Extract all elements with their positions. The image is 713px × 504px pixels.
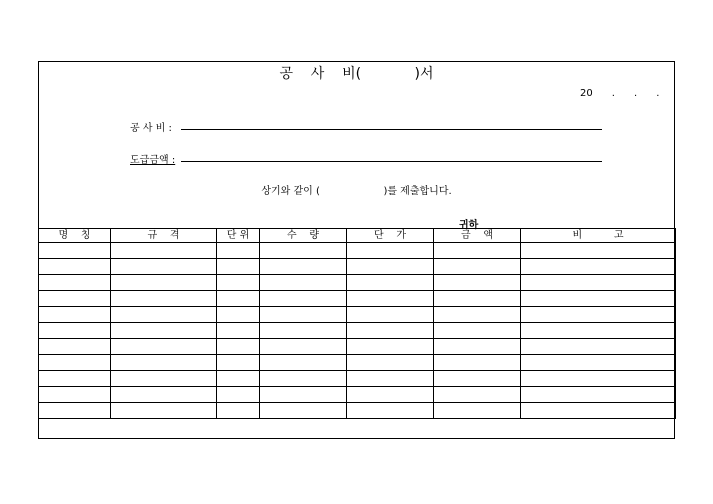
quantity-cell[interactable] — [260, 243, 347, 259]
table-row — [39, 355, 676, 371]
amount-cell[interactable] — [434, 291, 521, 307]
quantity-cell[interactable] — [260, 291, 347, 307]
remarks-cell[interactable] — [521, 291, 676, 307]
column-header-remarks: 비 고 — [521, 229, 676, 243]
name-cell[interactable] — [39, 291, 111, 307]
construction-cost-label: 공 사 비 : — [130, 123, 172, 134]
quantity-cell[interactable] — [260, 371, 347, 387]
unit-price-cell[interactable] — [347, 371, 434, 387]
table-row — [39, 339, 676, 355]
table-header-row — [39, 229, 676, 243]
table-row — [39, 387, 676, 403]
spec-cell[interactable] — [111, 259, 217, 275]
unit-price-cell[interactable] — [347, 323, 434, 339]
unit-cell[interactable] — [217, 259, 260, 275]
form-title: 공 사 비( )서 — [279, 66, 434, 82]
unit-price-cell[interactable] — [347, 339, 434, 355]
unit-price-cell[interactable] — [347, 291, 434, 307]
remarks-cell[interactable] — [521, 339, 676, 355]
name-cell[interactable] — [39, 259, 111, 275]
unit-cell[interactable] — [217, 275, 260, 291]
remarks-cell[interactable] — [521, 387, 676, 403]
remarks-cell[interactable] — [521, 307, 676, 323]
remarks-cell[interactable] — [521, 243, 676, 259]
contract-amount-label: 도급금액 : — [130, 155, 176, 166]
date-field[interactable]: 20 . . . — [580, 88, 660, 99]
unit-price-cell[interactable] — [347, 243, 434, 259]
spec-cell[interactable] — [111, 291, 217, 307]
remarks-cell[interactable] — [521, 371, 676, 387]
table-row — [39, 291, 676, 307]
name-cell[interactable] — [39, 387, 111, 403]
unit-cell[interactable] — [217, 291, 260, 307]
name-cell[interactable] — [39, 403, 111, 419]
submission-statement: 상기와 같이 ( )를 제출합니다. — [261, 186, 452, 197]
amount-cell[interactable] — [434, 339, 521, 355]
table-row — [39, 323, 676, 339]
column-header-name: 명 칭 — [39, 229, 111, 243]
spec-cell[interactable] — [111, 275, 217, 291]
amount-cell[interactable] — [434, 387, 521, 403]
table-row — [39, 243, 676, 259]
unit-cell[interactable] — [217, 339, 260, 355]
amount-cell[interactable] — [434, 243, 521, 259]
column-header-spec: 규 격 — [111, 229, 217, 243]
unit-cell[interactable] — [217, 323, 260, 339]
unit-price-cell[interactable] — [347, 307, 434, 323]
name-cell[interactable] — [39, 371, 111, 387]
unit-cell[interactable] — [217, 387, 260, 403]
spec-cell[interactable] — [111, 323, 217, 339]
amount-cell[interactable] — [434, 355, 521, 371]
remarks-cell[interactable] — [521, 323, 676, 339]
column-header-amount: 금 액 — [434, 229, 521, 243]
name-cell[interactable] — [39, 243, 111, 259]
remarks-cell[interactable] — [521, 403, 676, 419]
remarks-cell[interactable] — [521, 259, 676, 275]
spec-cell[interactable] — [111, 355, 217, 371]
amount-cell[interactable] — [434, 275, 521, 291]
unit-price-cell[interactable] — [347, 403, 434, 419]
spec-cell[interactable] — [111, 339, 217, 355]
quantity-cell[interactable] — [260, 403, 347, 419]
name-cell[interactable] — [39, 307, 111, 323]
contract-amount-input-line[interactable] — [181, 161, 602, 162]
unit-price-cell[interactable] — [347, 355, 434, 371]
spec-cell[interactable] — [111, 307, 217, 323]
name-cell[interactable] — [39, 355, 111, 371]
amount-cell[interactable] — [434, 307, 521, 323]
quantity-cell[interactable] — [260, 275, 347, 291]
addressee-label: 귀하 — [459, 220, 479, 231]
quantity-cell[interactable] — [260, 387, 347, 403]
table-row — [39, 275, 676, 291]
quantity-cell[interactable] — [260, 259, 347, 275]
unit-cell[interactable] — [217, 371, 260, 387]
items-table-body — [39, 243, 676, 419]
spec-cell[interactable] — [111, 371, 217, 387]
table-row — [39, 403, 676, 419]
quantity-cell[interactable] — [260, 339, 347, 355]
name-cell[interactable] — [39, 339, 111, 355]
unit-price-cell[interactable] — [347, 275, 434, 291]
unit-price-cell[interactable] — [347, 387, 434, 403]
spec-cell[interactable] — [111, 387, 217, 403]
column-header-quantity: 수 량 — [260, 229, 347, 243]
column-header-unit: 단 위 — [217, 229, 260, 243]
quantity-cell[interactable] — [260, 323, 347, 339]
remarks-cell[interactable] — [521, 355, 676, 371]
unit-cell[interactable] — [217, 243, 260, 259]
spec-cell[interactable] — [111, 403, 217, 419]
unit-price-cell[interactable] — [347, 259, 434, 275]
unit-cell[interactable] — [217, 403, 260, 419]
unit-cell[interactable] — [217, 307, 260, 323]
remarks-cell[interactable] — [521, 275, 676, 291]
spec-cell[interactable] — [111, 243, 217, 259]
construction-cost-input-line[interactable] — [181, 129, 602, 130]
name-cell[interactable] — [39, 275, 111, 291]
unit-cell[interactable] — [217, 355, 260, 371]
items-table — [38, 228, 676, 419]
table-row — [39, 307, 676, 323]
amount-cell[interactable] — [434, 403, 521, 419]
quantity-cell[interactable] — [260, 355, 347, 371]
amount-cell[interactable] — [434, 323, 521, 339]
amount-cell[interactable] — [434, 259, 521, 275]
quantity-cell[interactable] — [260, 307, 347, 323]
name-cell[interactable] — [39, 323, 111, 339]
amount-cell[interactable] — [434, 371, 521, 387]
table-row — [39, 371, 676, 387]
column-header-unit-price: 단 가 — [347, 229, 434, 243]
quotation-form — [38, 61, 675, 439]
table-row — [39, 259, 676, 275]
